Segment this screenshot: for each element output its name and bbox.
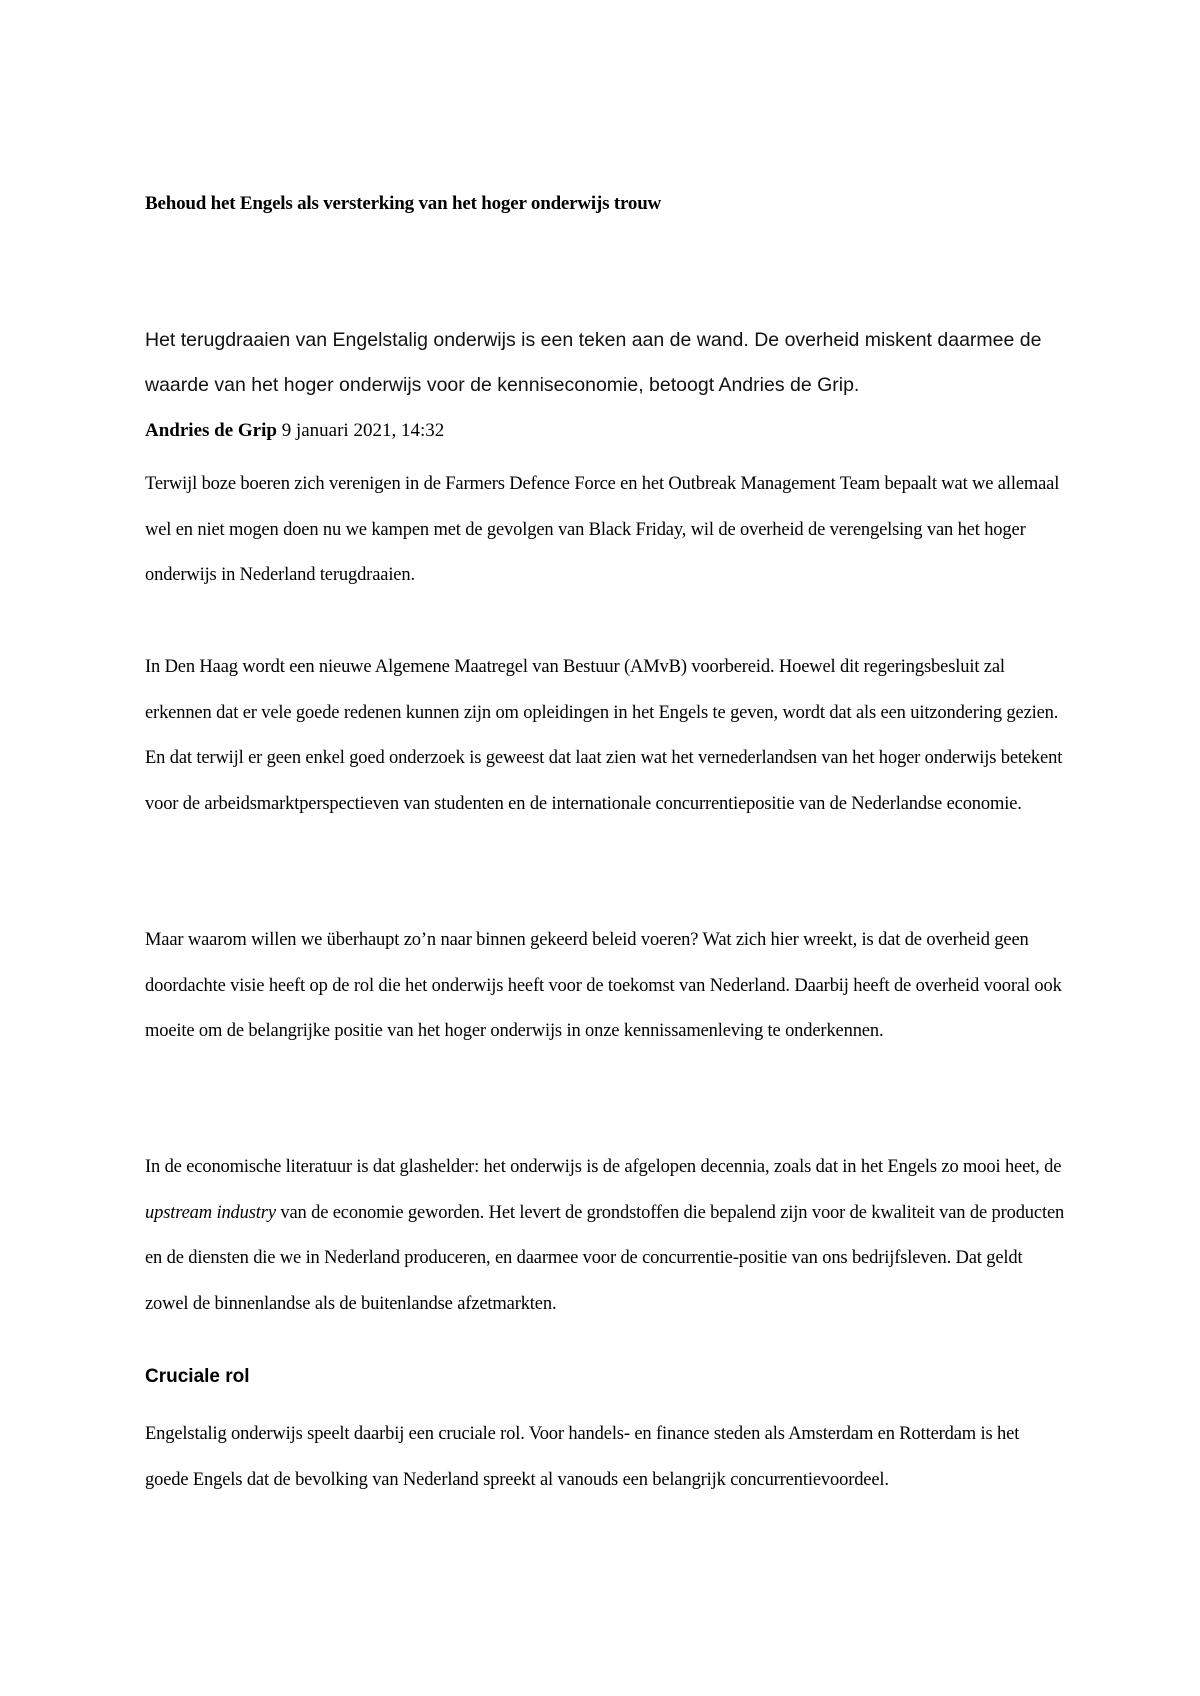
section-heading: Cruciale rol (145, 1366, 250, 1387)
paragraph-1: Terwijl boze boeren zich verenigen in de Farmers Defence Force en het Outbreak Management Team bepaalt wat we allemaal wel en niet mogen doen nu we kampen met de gevolgen van Black Friday, wil de overheid de verengelsing van het hoger onderwijs in Nederland terugdraaien. (145, 474, 1060, 585)
article-title: Behoud het Engels als versterking van het hoger onderwijs trouw (145, 193, 662, 214)
article-lead: Het terugdraaien van Engelstalig onderwijs is een teken aan de wand. De overheid miskent daarmee de waarde van het hoger onderwijs voor de kenniseconomie, betoogt Andries de Grip. (145, 329, 1042, 396)
paragraph-3: Maar waarom willen we überhaupt zo’n naar binnen gekeerd beleid voeren? Wat zich hier wreekt, is dat de overheid geen doordachte visie heeft op de rol die het onderwijs heeft voor de toekomst van Nederland. Daarbij heeft de overheid vooral ook moeite om de belangrijke positie van het hoger onderwijs in onze kennissamenleving te onderkennen. (145, 930, 1062, 1041)
article-byline (145, 420, 1065, 442)
paragraph-4-italic-term: upstream industry (145, 1202, 276, 1223)
paragraph-4-part-1: In de economische literatuur is dat glashelder: het onderwijs is de afgelopen decennia, zoals dat in het Engels zo mooi heet, de (145, 1157, 1062, 1177)
paragraph-4-part-2: van de economie geworden. Het levert de grondstoffen die bepalend zijn voor de kwaliteit van de producten en de diensten die we in Nederland produceren, en daarmee voor de concurrentie-positie van ons bedrijfsleven. Dat geldt zowel de binnenlandse als de buitenlandse afzetmarkten. (145, 1202, 1065, 1314)
author-name: Andries de Grip (145, 420, 277, 441)
publication-date: 9 januari 2021, 14:32 (281, 420, 445, 441)
paragraph-5: Engelstalig onderwijs speelt daarbij een cruciale rol. Voor handels- en finance steden als Amsterdam en Rotterdam is het goede Engels dat de bevolking van Nederland spreekt al vanouds een belangrijk concurrentievoordeel. (145, 1424, 1020, 1490)
paragraph-2: In Den Haag wordt een nieuwe Algemene Maatregel van Bestuur (AMvB) voorbereid. Hoewel dit regeringsbesluit zal erkennen dat er vele goede redenen kunnen zijn om opleidingen in het Engels te geven, wordt dat als een uitzondering gezien. En dat terwijl er geen enkel goed onderzoek is geweest dat laat zien wat het vernederlandsen van het hoger onderwijs betekent voor de arbeidsmarktperspectieven van studenten en de internationale concurrentiepositie van de Nederlandse economie. (145, 657, 1063, 814)
paragraph-4 (145, 1145, 1065, 1327)
